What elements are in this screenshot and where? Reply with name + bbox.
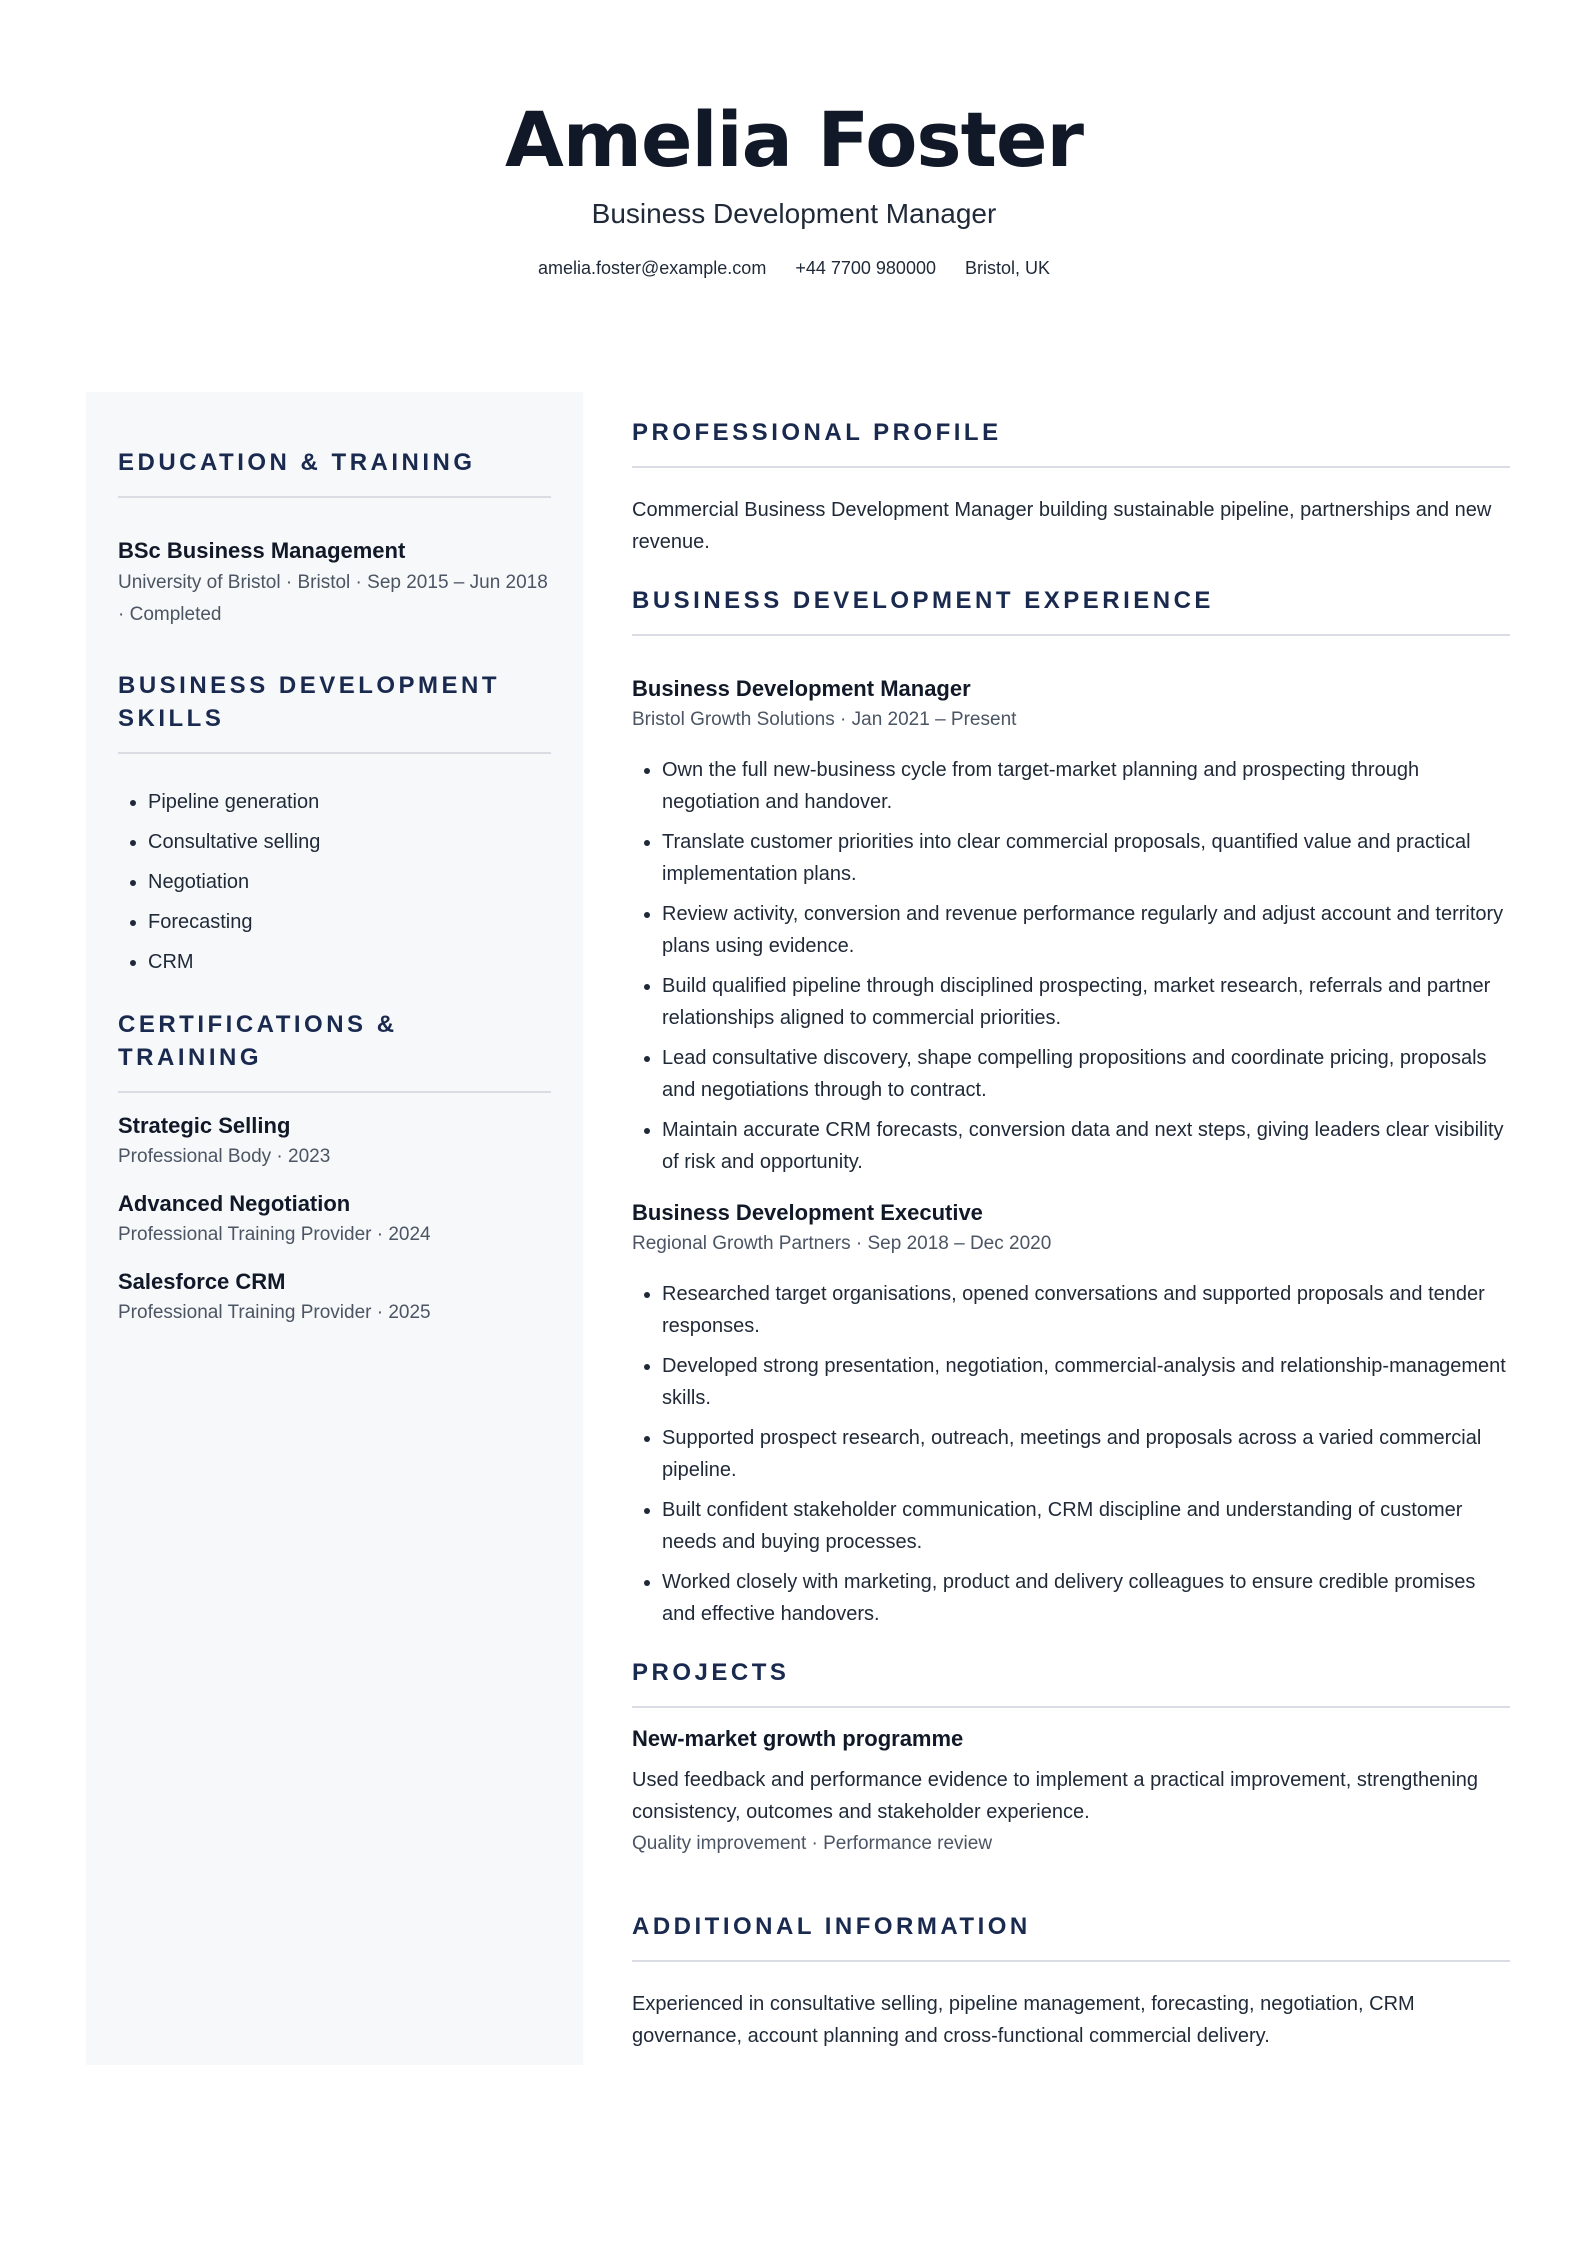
project-entry: [632, 1724, 1510, 1860]
section-divider: [118, 752, 551, 754]
candidate-name: Amelia Foster: [504, 95, 1084, 184]
cert-meta: Professional Training Provider · 2024: [118, 1224, 431, 1245]
section-divider: [632, 466, 1510, 468]
profile-text: Commercial Business Development Manager building sustainable pipeline, partnerships and new revenue.: [632, 499, 1492, 553]
skill-item: • Forecasting: [148, 906, 551, 938]
job-meta: Regional Growth Partners · Sep 2018 – Dec 2020: [632, 1233, 1052, 1254]
skills-heading: BUSINESS DEVELOPMENT SKILLS: [118, 672, 501, 732]
job-bullet: • Maintain accurate CRM forecasts, conversion data and next steps, giving leaders clear visibility of risk and opportunity.: [662, 1114, 1510, 1178]
job-bullets: [632, 754, 1510, 1178]
section-divider: [118, 1091, 551, 1093]
job-bullet: • Lead consultative discovery, shape compelling propositions and coordinate pricing, proposals and negotiations through to contract.: [662, 1042, 1510, 1106]
resume-header: [0, 92, 1588, 279]
job-bullet: • Researched target organisations, opened conversations and supported proposals and tender responses.: [662, 1278, 1510, 1342]
skill-item: • Consultative selling: [148, 826, 551, 858]
cert-entry: [118, 1267, 551, 1329]
contact-line: [0, 258, 1588, 279]
contact-phone[interactable]: +44 7700 980000: [795, 258, 936, 278]
education-entry: [118, 536, 551, 631]
contact-location: Bristol, UK: [965, 258, 1051, 278]
job-entry: [632, 1198, 1510, 1630]
additional-text: Experienced in consultative selling, pipeline management, forecasting, negotiation, CRM governance, account planning and cross-functional commercial delivery.: [632, 1993, 1415, 2047]
candidate-title: Business Development Manager: [591, 198, 997, 229]
profile-heading: PROFESSIONAL PROFILE: [632, 419, 1002, 446]
job-bullet: • Translate customer priorities into clear commercial proposals, quantified value and practical implementation plans.: [662, 826, 1510, 890]
sidebar: [86, 392, 583, 2065]
education-meta: University of Bristol · Bristol · Sep 2015 – Jun 2018 · Completed: [118, 572, 548, 625]
cert-meta: Professional Training Provider · 2025: [118, 1302, 431, 1323]
experience-heading: BUSINESS DEVELOPMENT EXPERIENCE: [632, 587, 1214, 614]
job-bullet: • Developed strong presentation, negotiation, commercial-analysis and relationship-management skills.: [662, 1350, 1510, 1414]
job-bullet: • Review activity, conversion and revenue performance regularly and adjust account and territory plans using evidence.: [662, 898, 1510, 962]
skills-list: [118, 786, 551, 978]
project-title: New-market growth programme: [632, 1726, 964, 1751]
section-divider: [632, 1706, 1510, 1708]
project-text: Used feedback and performance evidence to implement a practical improvement, strengthening consistency, outcomes and stakeholder experience.: [632, 1769, 1479, 1823]
contact-email[interactable]: amelia.foster@example.com: [537, 258, 767, 278]
job-bullet: • Worked closely with marketing, product and delivery colleagues to ensure credible promises and effective handovers.: [662, 1566, 1510, 1630]
section-divider: [632, 1960, 1510, 1962]
job-bullet: • Own the full new-business cycle from target-market planning and prospecting through negotiation and handover.: [662, 754, 1510, 818]
cert-meta: Professional Body · 2023: [118, 1146, 331, 1167]
project-tags: Quality improvement · Performance review: [632, 1833, 993, 1854]
section-divider: [118, 496, 551, 498]
section-divider: [632, 634, 1510, 636]
cert-entry: [118, 1189, 551, 1251]
cert-title: Salesforce CRM: [118, 1269, 286, 1294]
cert-title: Advanced Negotiation: [118, 1191, 351, 1216]
cert-title: Strategic Selling: [118, 1113, 291, 1138]
education-degree: BSc Business Management: [118, 538, 406, 563]
job-meta: Bristol Growth Solutions · Jan 2021 – Present: [632, 709, 1017, 730]
additional-heading: ADDITIONAL INFORMATION: [632, 1913, 1031, 1940]
job-bullets: [632, 1278, 1510, 1630]
skill-item: • Negotiation: [148, 866, 551, 898]
job-bullet: • Built confident stakeholder communication, CRM discipline and understanding of customer needs and buying processes.: [662, 1494, 1510, 1558]
job-bullet: • Build qualified pipeline through disciplined prospecting, market research, referrals and partner relationships aligned to commercial priorities.: [662, 970, 1510, 1034]
job-title: Business Development Manager: [632, 676, 971, 701]
job-bullet: • Supported prospect research, outreach, meetings and proposals across a varied commercial pipeline.: [662, 1422, 1510, 1486]
certifications-heading: CERTIFICATIONS & TRAINING: [118, 1011, 398, 1071]
cert-entry: [118, 1111, 551, 1173]
projects-heading: PROJECTS: [632, 1659, 790, 1686]
skill-item: • CRM: [148, 946, 551, 978]
job-entry: [632, 674, 1510, 1178]
job-title: Business Development Executive: [632, 1200, 983, 1225]
education-heading: EDUCATION & TRAINING: [118, 449, 476, 476]
skill-item: • Pipeline generation: [148, 786, 551, 818]
main-column: [632, 392, 1510, 2052]
